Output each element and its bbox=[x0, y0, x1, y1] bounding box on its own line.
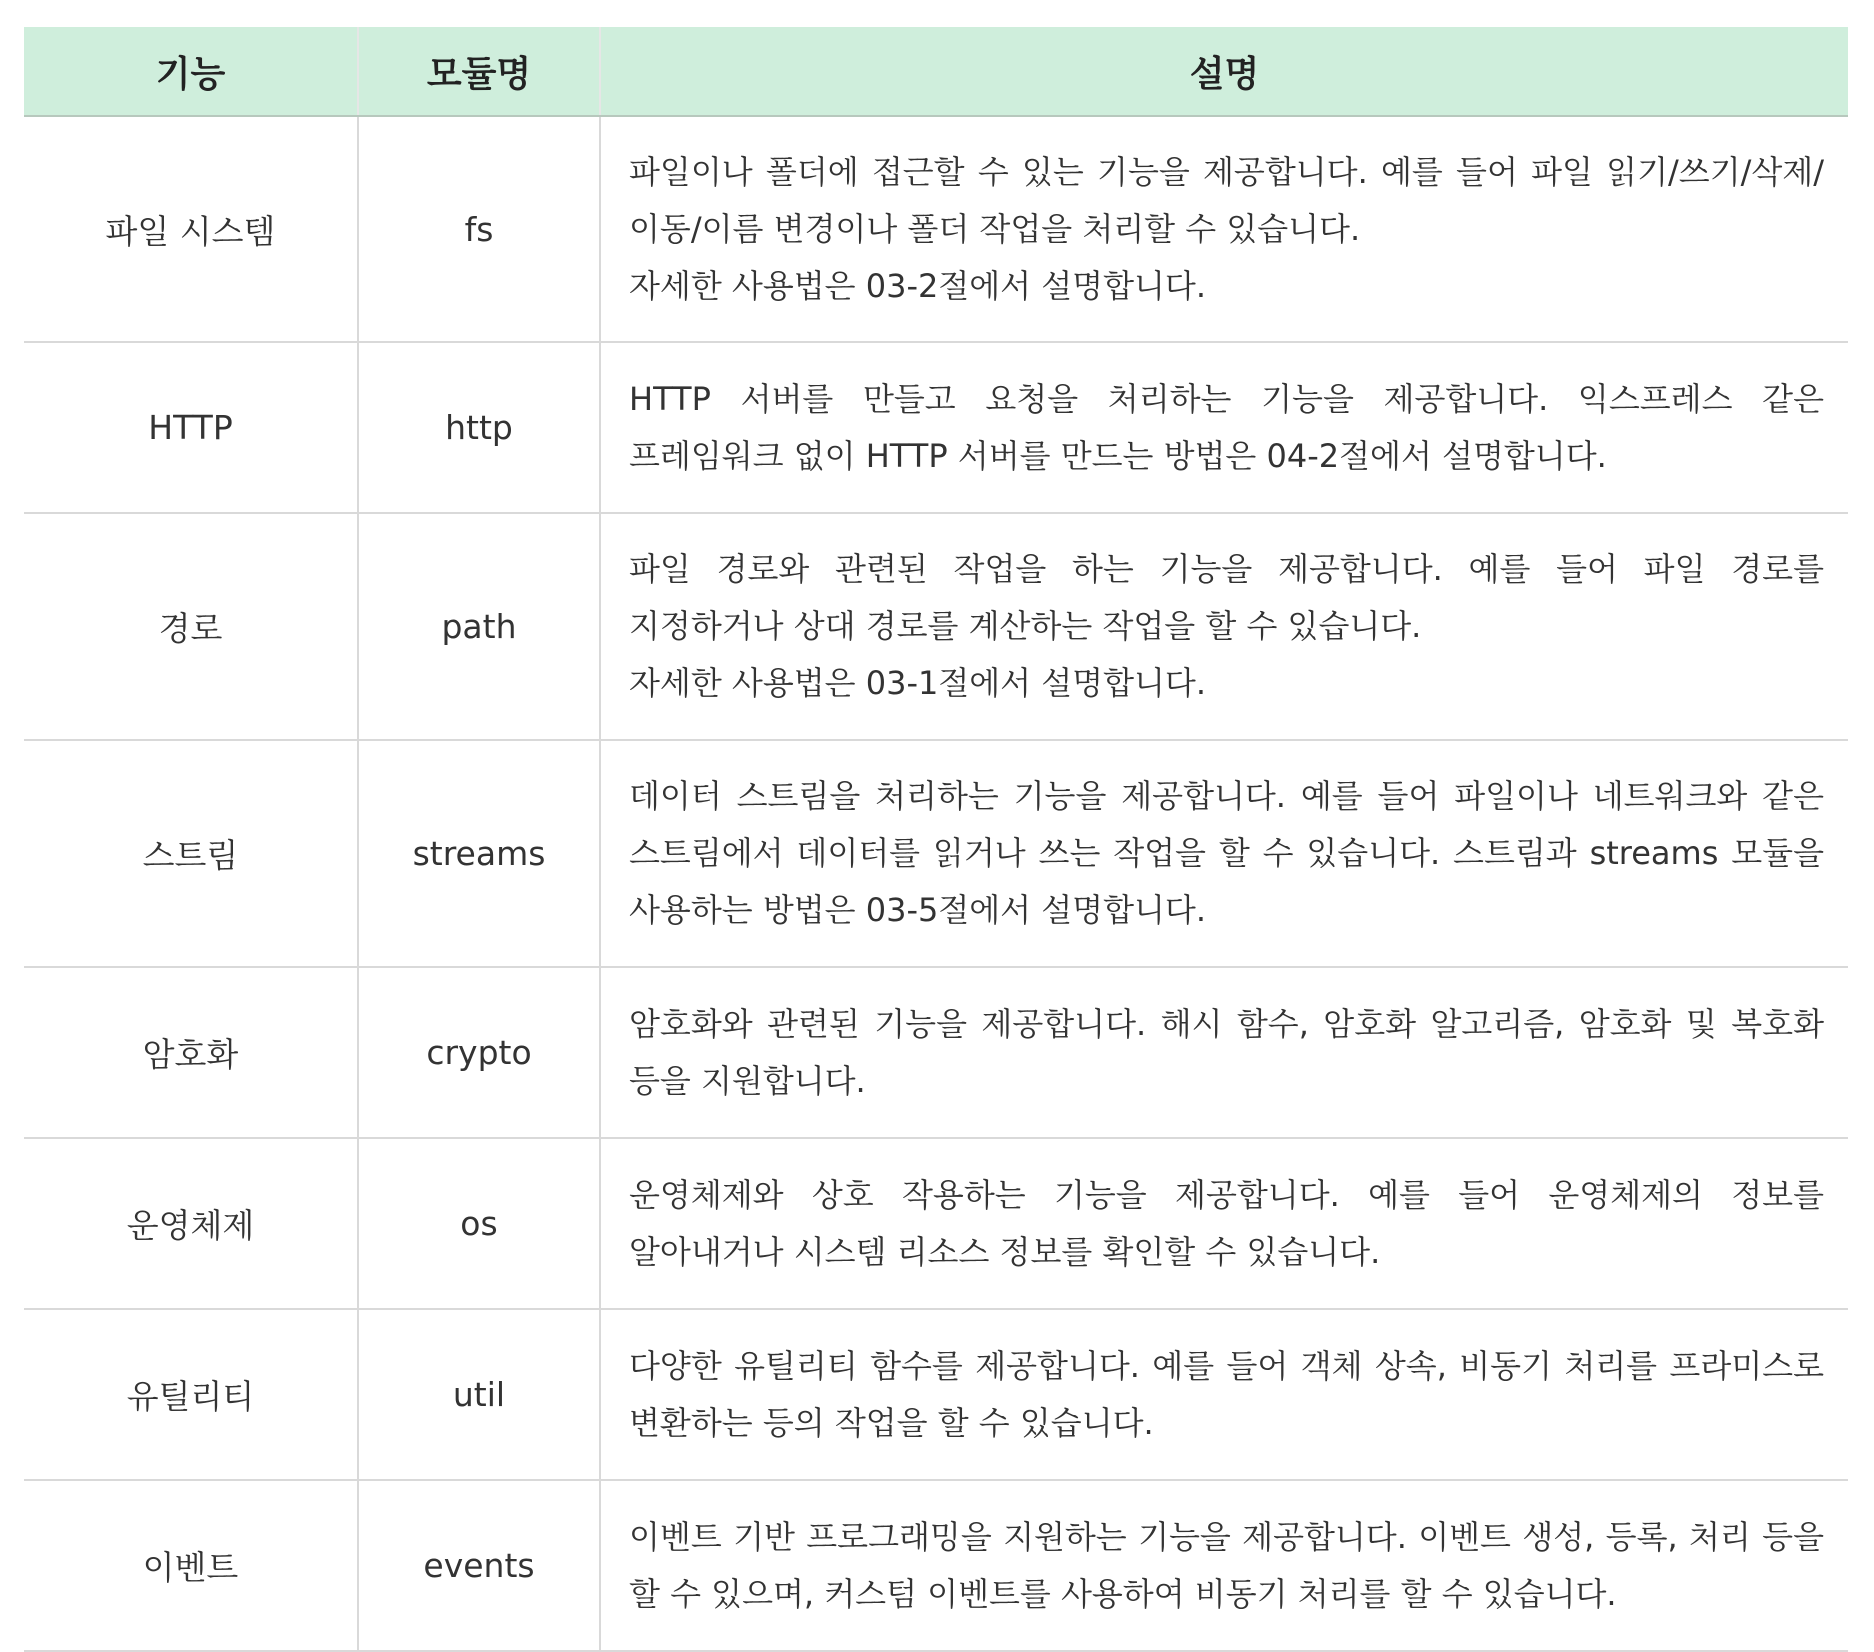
table-row bbox=[24, 342, 1848, 513]
table-row bbox=[24, 1309, 1848, 1480]
description-text: 다양한 유틸리티 함수를 제공합니다. 예를 들어 객체 상속, 비동기 처리를 프라미스로 변환하는 등의 작업을 할 수 있습니다. bbox=[629, 1346, 1824, 1442]
table-header bbox=[24, 27, 1848, 116]
description-text: 데이터 스트림을 처리하는 기능을 제공합니다. 예를 들어 파일이나 네트워크와 같은 스트림에서 데이터를 읽거나 쓰는 작업을 할 수 있습니다. 스트림과 streams 모듈을 사용하는 방법은 03-5절에서 설명합니다. bbox=[629, 777, 1824, 929]
module-cell: util bbox=[358, 1309, 600, 1480]
description-text: 파일 경로와 관련된 작업을 하는 기능을 제공합니다. 예를 들어 파일 경로를 지정하거나 상대 경로를 계산하는 작업을 할 수 있습니다. bbox=[629, 550, 1824, 645]
feature-cell: 스트림 bbox=[24, 740, 358, 967]
table-row bbox=[24, 116, 1848, 342]
feature-cell: 암호화 bbox=[24, 967, 358, 1138]
description-cell bbox=[600, 967, 1848, 1138]
description-text: 이벤트 기반 프로그래밍을 지원하는 기능을 제공합니다. 이벤트 생성, 등록, 처리 등을 할 수 있으며, 커스텀 이벤트를 사용하여 비동기 처리를 할 수 있습니다. bbox=[629, 1517, 1824, 1613]
core-modules-table bbox=[24, 27, 1848, 1652]
feature-cell: 경로 bbox=[24, 513, 358, 740]
feature-cell: 운영체제 bbox=[24, 1138, 358, 1309]
module-cell: os bbox=[358, 1138, 600, 1309]
table-row bbox=[24, 513, 1848, 740]
feature-cell: HTTP bbox=[24, 342, 358, 513]
header-feature: 기능 bbox=[24, 27, 358, 116]
description-text: 파일이나 폴더에 접근할 수 있는 기능을 제공합니다. 예를 들어 파일 읽기/쓰기/삭제/이동/이름 변경이나 폴더 작업을 처리할 수 있습니다. bbox=[629, 152, 1824, 248]
description-cell bbox=[600, 513, 1848, 740]
description-cell bbox=[600, 740, 1848, 967]
description-cell bbox=[600, 1138, 1848, 1309]
feature-cell: 이벤트 bbox=[24, 1480, 358, 1651]
feature-cell: 파일 시스템 bbox=[24, 116, 358, 342]
table-body bbox=[24, 116, 1848, 1651]
feature-cell: 유틸리티 bbox=[24, 1309, 358, 1480]
description-text: 운영체제와 상호 작용하는 기능을 제공합니다. 예를 들어 운영체제의 정보를 알아내거나 시스템 리소스 정보를 확인할 수 있습니다. bbox=[629, 1175, 1824, 1271]
module-cell: crypto bbox=[358, 967, 600, 1138]
module-cell: events bbox=[358, 1480, 600, 1651]
header-row bbox=[24, 27, 1848, 116]
modules-table-container bbox=[24, 27, 1848, 1652]
table-row bbox=[24, 967, 1848, 1138]
table-row bbox=[24, 1480, 1848, 1651]
table-row bbox=[24, 740, 1848, 967]
module-cell: path bbox=[358, 513, 600, 740]
description-cell bbox=[600, 116, 1848, 342]
header-module-name: 모듈명 bbox=[358, 27, 600, 116]
description-cell bbox=[600, 342, 1848, 513]
description-text: 자세한 사용법은 03-1절에서 설명합니다. bbox=[629, 664, 1206, 702]
description-text: HTTP 서버를 만들고 요청을 처리하는 기능을 제공합니다. 익스프레스 같은 프레임워크 없이 HTTP 서버를 만드는 방법은 04-2절에서 설명합니다. bbox=[629, 379, 1824, 475]
description-cell bbox=[600, 1309, 1848, 1480]
module-cell: streams bbox=[358, 740, 600, 967]
module-cell: fs bbox=[358, 116, 600, 342]
description-text: 암호화와 관련된 기능을 제공합니다. 해시 함수, 암호화 알고리즘, 암호화 및 복호화 등을 지원합니다. bbox=[629, 1004, 1824, 1100]
description-text: 자세한 사용법은 03-2절에서 설명합니다. bbox=[629, 266, 1206, 305]
header-description: 설명 bbox=[600, 27, 1848, 116]
description-cell bbox=[600, 1480, 1848, 1651]
table-row bbox=[24, 1138, 1848, 1309]
module-cell: http bbox=[358, 342, 600, 513]
